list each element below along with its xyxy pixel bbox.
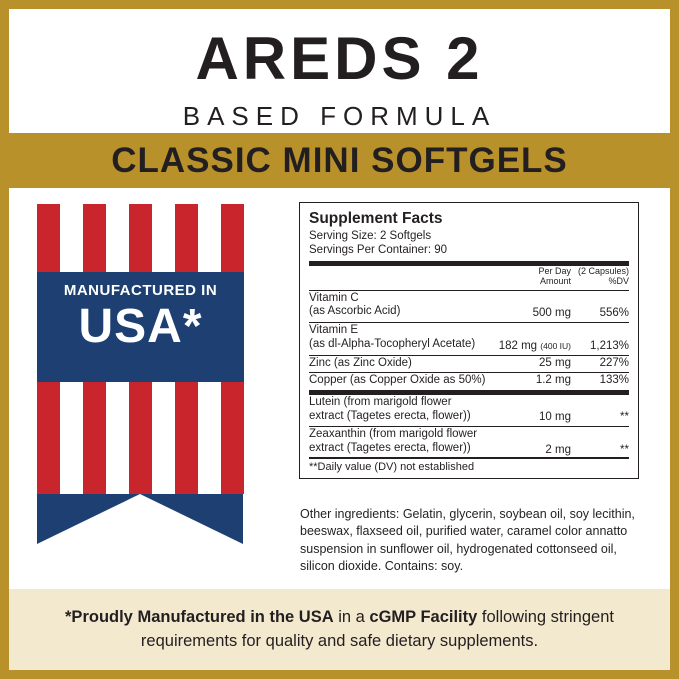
- nutrient-dv: 1,213%: [589, 339, 629, 352]
- product-banner: [9, 133, 670, 188]
- stripes-bottom: [37, 382, 244, 494]
- header: [9, 9, 670, 133]
- nutrient-name: Copper (as Copper Oxide as 50%): [309, 373, 486, 386]
- footer-mid: in a: [333, 607, 370, 626]
- table-row: [309, 395, 629, 425]
- footer-text: [9, 606, 670, 654]
- table-header-row: [309, 266, 629, 288]
- badge-label-usa: USA*: [78, 300, 203, 353]
- nutrient-dv: **: [620, 411, 629, 424]
- nutrient-name: Lutein (from marigold flower extract (Tagetes erecta, flower)): [309, 395, 471, 422]
- nutrient-dv: 227%: [599, 356, 629, 369]
- badge-label-manufactured-in: MANUFACTURED IN: [63, 282, 218, 299]
- nutrient-amount: 1.2 mg: [535, 373, 571, 386]
- table-row: [309, 427, 629, 457]
- nutrient-name: Zeaxanthin (from marigold flower extract (Tagetes erecta, flower)): [309, 428, 478, 455]
- nutrient-name: Vitamin C (as Ascorbic Acid): [309, 291, 401, 318]
- footer-bold-usa: *Proudly Manufactured in the USA: [65, 607, 334, 626]
- content-area: [9, 188, 670, 589]
- supplement-facts-panel: [299, 202, 639, 479]
- table-row: [309, 372, 629, 387]
- frame-bottom-border: [0, 670, 679, 679]
- frame-right-border: [670, 0, 679, 679]
- nutrient-amount: 182 mg (400 IU): [498, 339, 571, 352]
- servings-per-container: Servings Per Container: 90: [309, 244, 448, 257]
- badge-ribbon-tail: [37, 494, 243, 544]
- nutrient-name: Vitamin E (as dl-Alpha-Tocopheryl Acetate): [309, 324, 476, 350]
- frame-top-border: [0, 0, 679, 9]
- header-amount: Per Day Amount: [538, 265, 571, 286]
- nutrition-table: [309, 266, 629, 387]
- nutrition-table-secondary: [309, 395, 629, 457]
- supplement-facts-title: Supplement Facts: [309, 210, 443, 227]
- page-title: AREDS 2: [195, 25, 484, 92]
- nutrient-amount: 2 mg: [545, 443, 571, 456]
- table-row: [309, 355, 629, 370]
- nutrient-amount: 500 mg: [532, 307, 571, 320]
- footer-tail: following stringent requirements for quality and safe dietary supplements.: [140, 607, 614, 650]
- stripes-top: [37, 204, 244, 272]
- header-blank: [309, 266, 493, 288]
- table-row: [309, 290, 629, 320]
- nutrient-dv: 133%: [599, 373, 629, 386]
- table-row: [309, 323, 629, 353]
- daily-value-footnote: **Daily value (DV) not established: [309, 460, 475, 473]
- product-banner-text: CLASSIC MINI SOFTGELS: [111, 140, 568, 180]
- badge-body: [37, 204, 244, 494]
- nutrient-amount-note: (400 IU): [540, 340, 571, 351]
- serving-size: Serving Size: 2 Softgels: [309, 230, 432, 243]
- nutrient-dv: 556%: [599, 307, 629, 320]
- nutrient-dv: **: [620, 443, 629, 456]
- nutrient-amount: 10 mg: [539, 411, 571, 424]
- footer-banner: [9, 589, 670, 670]
- header-daily-value: (2 Capsules) %DV: [577, 265, 629, 286]
- other-ingredients-text: Other ingredients: Gelatin, glycerin, soybean oil, soy lecithin, beeswax, flaxseed oil, purified water, caramel color annatto suspension in sunflower oil, hydrogenated cottonseed oil, silicon dioxide. Contains: soy.: [300, 507, 635, 573]
- frame-left-border: [0, 0, 9, 679]
- footer-bold-cgmp: cGMP Facility: [369, 607, 478, 626]
- flag-ribbon-icon: [37, 204, 244, 544]
- nutrient-amount: 25 mg: [539, 356, 571, 369]
- page-subtitle: BASED FORMULA: [182, 101, 497, 131]
- nutrient-name: Zinc (as Zinc Oxide): [309, 356, 412, 369]
- made-in-usa-badge: [37, 204, 244, 574]
